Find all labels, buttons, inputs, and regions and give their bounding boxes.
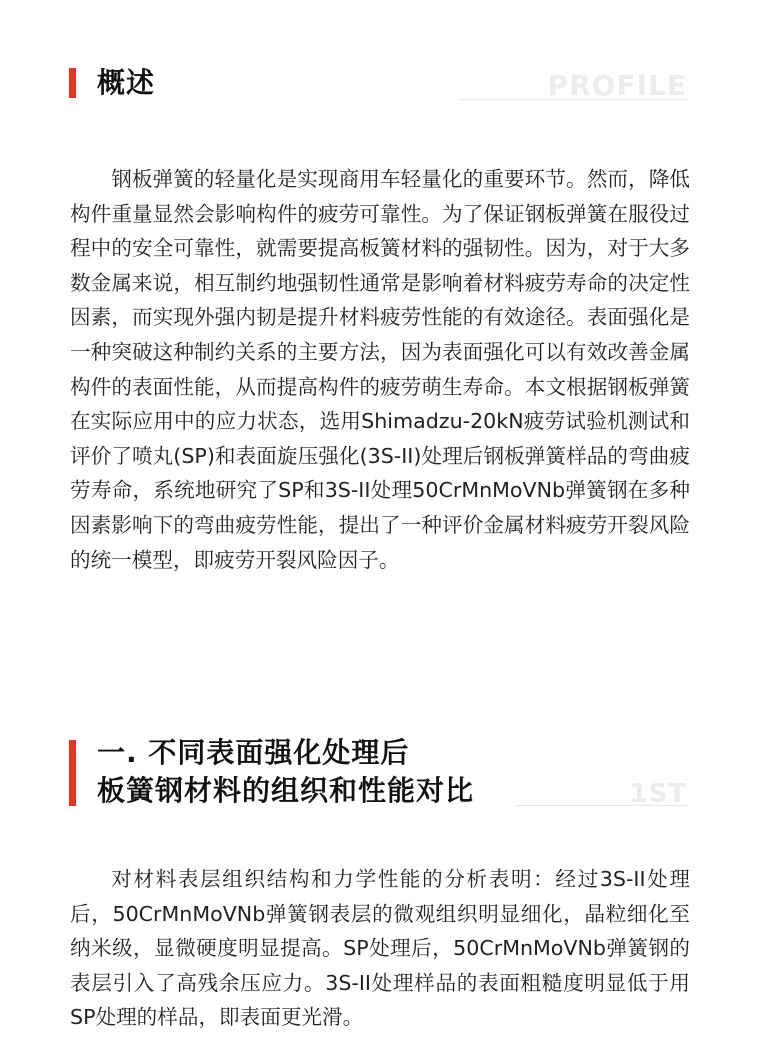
- section-title-line2: 板簧钢材料的组织和性能对比: [97, 774, 475, 807]
- section-heading-overview: [0, 0, 757, 120]
- heading-accent-bar: [69, 740, 76, 806]
- section-heading-comparison: [0, 730, 757, 820]
- section-watermark-1st: 1ST: [629, 779, 687, 809]
- comparison-paragraph: 对材料表层组织结构和力学性能的分析表明：经过3S-II处理后，50CrMnMoVNb弹簧钢表层的微观组织明显细化，晶粒细化至纳米级，显微硬度明显提高。SP处理后，50CrMnMoVNb弹簧钢的表层引入了高残余压应力。3S-II处理样品的表面粗糙度明显低于用SP处理的样品，即表面更光滑。: [70, 867, 690, 1030]
- section-watermark-profile: PROFILE: [547, 69, 687, 102]
- section-title-line1: 一. 不同表面强化处理后: [97, 736, 410, 769]
- section-title-overview: 概述: [97, 66, 156, 99]
- overview-paragraph: 钢板弹簧的轻量化是实现商用车轻量化的重要环节。然而，降低构件重量显然会影响构件的疲劳可靠性。为了保证钢板弹簧在服役过程中的安全可靠性，就需要提高板簧材料的强韧性。因为，对于大多数金属来说，相互制约地强韧性通常是影响着材料疲劳寿命的决定性因素，而实现外强内韧是提升材料疲劳性能的有效途径。表面强化是一种突破这种制约关系的主要方法，因为表面强化可以有效改善金属构件的表面性能，从而提高构件的疲劳萌生寿命。本文根据钢板弹簧在实际应用中的应力状态，选用Shimadzu-20kN疲劳试验机测试和评价了喷丸(SP)和表面旋压强化(3S-II)处理后钢板弹簧样品的弯曲疲劳寿命，系统地研究了SP和3S-II处理50CrMnMoVNb弹簧钢在多种因素影响下的弯曲疲劳性能，提出了一种评价金属材料疲劳开裂风险的统一模型，即疲劳开裂风险因子。: [70, 167, 690, 572]
- heading-accent-bar: [69, 68, 76, 98]
